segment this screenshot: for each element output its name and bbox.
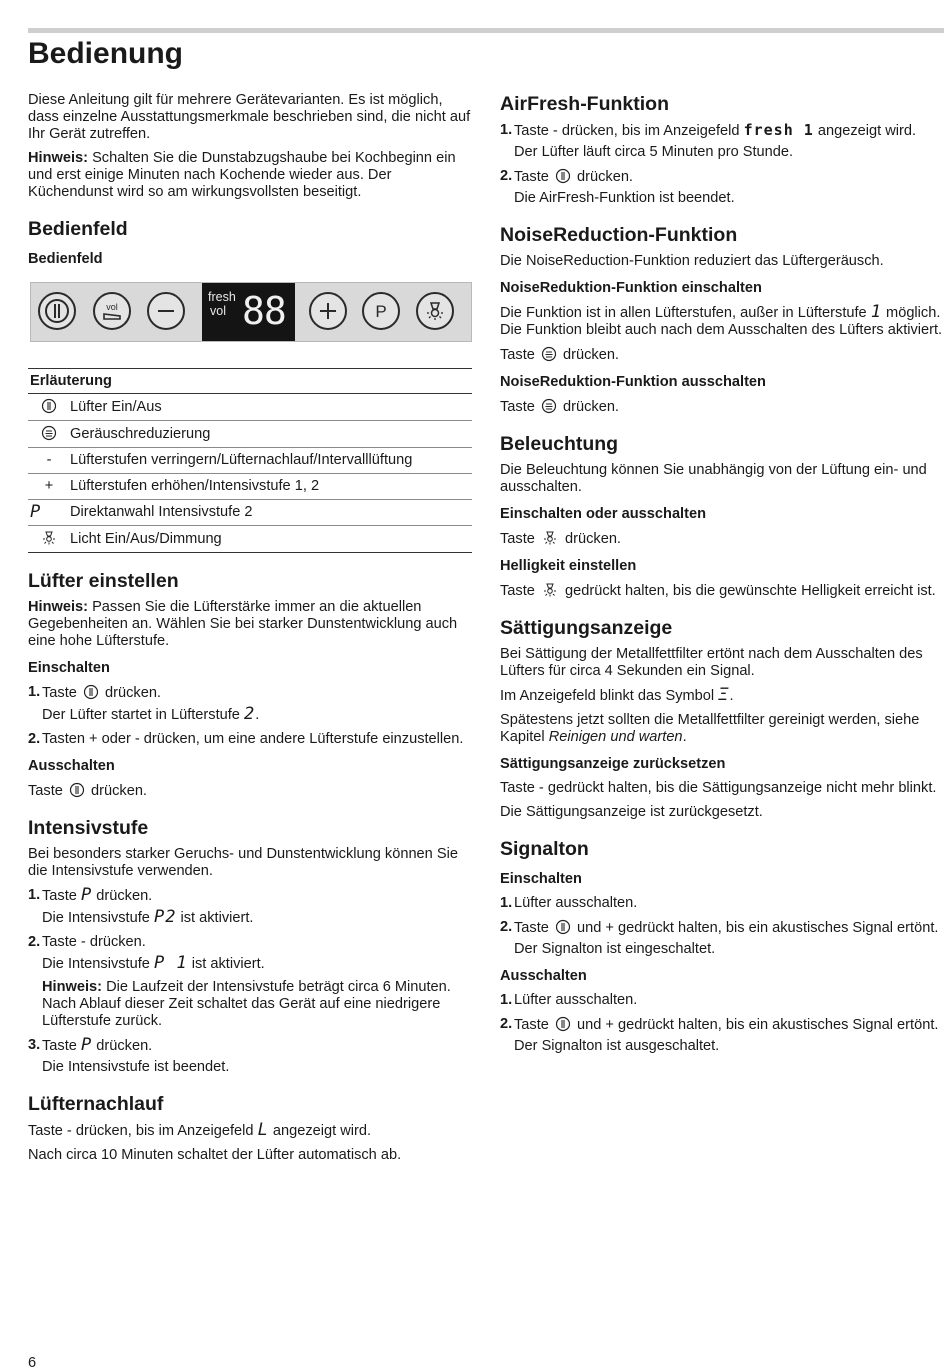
- nachlauf-text-1: Taste - drücken, bis im Anzeigefeld L angezeigt wird.: [28, 1120, 372, 1140]
- noise-icon: [541, 346, 557, 362]
- table-row: - Lüfterstufen verringern/Lüfternachlauf/Intervalllüftung: [28, 448, 472, 474]
- saett-heading: Sättigungsanzeige: [500, 617, 673, 639]
- legend-table: [28, 368, 472, 553]
- table-row: Lüfter Ein/Aus: [28, 394, 472, 421]
- licht-hell-heading: Helligkeit einstellen: [500, 558, 637, 574]
- list-item: 1. Taste - drücken, bis im Anzeigefeld fresh 1 angezeigt wird. Der Lüfter läuft circa 5 Minuten pro Stunde.: [500, 121, 917, 160]
- luefter-note: Hinweis: Passen Sie die Lüfterstärke immer an die aktuellen Gegebenheiten an. Wählen Sie bei starker Dunstentwicklung auch eine hohe Lüfterstufe.: [28, 599, 458, 649]
- noise-icon: [541, 398, 557, 414]
- noise-intro: Die NoiseReduction-Funktion reduziert das Lüftergeräusch.: [500, 253, 884, 269]
- control-panel-illustration: [30, 282, 472, 342]
- list-item: 2. Taste und + gedrückt halten, bis ein akustisches Signal ertönt. Der Signalton ist ausgeschaltet.: [500, 1016, 939, 1054]
- list-item: 2. Taste und + gedrückt halten, bis ein akustisches Signal ertönt. Der Signalton ist eingeschaltet.: [500, 919, 939, 957]
- display-fresh-label: fresh: [208, 290, 236, 304]
- signal-aus-steps: [500, 992, 944, 1055]
- svg-text:vol: vol: [106, 302, 118, 312]
- right-column: [500, 92, 944, 1062]
- list-item: 1. Taste drücken. Der Lüfter startet in Lüfterstufe 2.: [28, 684, 260, 724]
- light-icon: [541, 530, 559, 546]
- light-icon: [40, 530, 58, 546]
- airfresh-steps: [500, 122, 944, 207]
- saett-reset-heading: Sättigungsanzeige zurücksetzen: [500, 756, 726, 772]
- list-item: 2. Taste drücken. Die AirFresh-Funktion ist beendet.: [500, 168, 735, 206]
- airfresh-heading: AirFresh-Funktion: [500, 93, 669, 115]
- noise-icon: [41, 425, 57, 441]
- svg-text:P: P: [375, 302, 387, 321]
- minus-icon: [152, 297, 180, 325]
- luefter-heading: Lüfter einstellen: [28, 570, 179, 592]
- noise-aus-heading: NoiseReduktion-Funktion ausschalten: [500, 374, 766, 390]
- display-vol-label: vol: [210, 304, 226, 318]
- table-row: + Lüfterstufen erhöhen/Intensivstufe 1, 2: [28, 474, 472, 500]
- licht-ein-heading: Einschalten oder ausschalten: [500, 506, 707, 522]
- intensiv-steps: [28, 887, 472, 1076]
- panel-p-button: [362, 292, 400, 330]
- saett-text-1: Bei Sättigung der Metallfettfilter ertönt nach dem Ausschalten des Lüfters für circa 4 Sekunden ein Signal.: [500, 646, 923, 679]
- page-title: Bedienung: [28, 37, 183, 70]
- signal-ein-heading: Einschalten: [500, 871, 582, 887]
- luefter-einschalten-heading: Einschalten: [28, 660, 110, 676]
- power-icon: [43, 297, 71, 325]
- list-item: 2. Taste - drücken. Die Intensivstufe P 1 ist aktiviert. Hinweis: Die Laufzeit der Intensivstufe beträgt circa 6 Minuten. Nach Ablauf dieser Zeit schaltet das Gerät auf eine niedrigere Lüfterstufe zurück.: [28, 934, 451, 1029]
- saett-reset-text-2: Die Sättigungsanzeige ist zurückgesetzt.: [500, 804, 763, 820]
- luefter-ausschalten-heading: Ausschalten: [28, 758, 115, 774]
- panel-plus-button: [309, 292, 347, 330]
- licht-ein-text: Taste drücken.: [500, 531, 621, 547]
- noise-icon: [98, 297, 126, 325]
- intro-note: Hinweis: Schalten Sie die Dunstabzugshaube bei Kochbeginn ein und erst einige Minuten nach Kochende wieder aus. Der Küchendunst wird so am wirkungsvollsten beseitigt.: [28, 150, 456, 200]
- licht-heading: Beleuchtung: [500, 433, 619, 455]
- intensiv-heading: Intensivstufe: [28, 817, 149, 839]
- luefter-steps: [28, 684, 472, 748]
- power-icon: [83, 684, 99, 700]
- list-item: 1. Taste P drücken. Die Intensivstufe P2 ist aktiviert.: [28, 885, 254, 927]
- saett-text-3: Spätestens jetzt sollten die Metallfettfilter gereinigt werden, siehe Kapitel Reinigen und warten.: [500, 712, 920, 745]
- panel-vol-button: [93, 292, 131, 330]
- page-number: 6: [28, 1355, 37, 1371]
- noise-ein-text: Die Funktion ist in allen Lüfterstufen, außer in Lüfterstufe 1 möglich. Die Funktion bleibt auch nach dem Ausschalten des Lüfters aktiviert.: [500, 302, 943, 338]
- licht-intro: Die Beleuchtung können Sie unabhängig von der Lüftung ein- und ausschalten.: [500, 462, 927, 495]
- p-icon: [367, 297, 395, 325]
- bedienfeld-heading: Bedienfeld: [28, 218, 128, 240]
- list-item: 1. Lüfter ausschalten.: [500, 895, 638, 911]
- legend-header: Erläuterung: [28, 369, 472, 394]
- noise-aus-taste: Taste drücken.: [500, 399, 619, 415]
- power-icon: [41, 398, 57, 414]
- power-icon: [555, 919, 571, 935]
- display-digits: 88: [242, 289, 286, 333]
- panel-power-button: [38, 292, 76, 330]
- noise-heading: NoiseReduction-Funktion: [500, 224, 738, 246]
- signal-aus-heading: Ausschalten: [500, 968, 587, 984]
- table-row: Geräuschreduzierung: [28, 421, 472, 448]
- intro-text: Diese Anleitung gilt für mehrere Gerätevarianten. Es ist möglich, dass einzelne Ausstattungsmerkmale beschrieben sind, die nicht auf Ihr Gerät zutreffen.: [28, 92, 471, 142]
- light-icon: [421, 297, 449, 325]
- table-row: Licht Ein/Aus/Dimmung: [28, 526, 472, 553]
- luefter-ausschalten-text: Taste drücken.: [28, 783, 147, 799]
- noise-ein-taste: Taste drücken.: [500, 347, 619, 363]
- list-item: 2. Tasten + oder - drücken, um eine andere Lüfterstufe einzustellen.: [28, 731, 464, 747]
- list-item: 1. Lüfter ausschalten.: [500, 992, 638, 1008]
- panel-minus-button: [147, 292, 185, 330]
- header-rule: [28, 28, 944, 33]
- nachlauf-text-2: Nach circa 10 Minuten schaltet der Lüfter automatisch ab.: [28, 1147, 402, 1163]
- signal-ein-steps: [500, 895, 944, 958]
- noise-ein-heading: NoiseReduktion-Funktion einschalten: [500, 280, 762, 296]
- power-icon: [69, 782, 85, 798]
- table-row: P Direktanwahl Intensivstufe 2: [28, 500, 472, 526]
- plus-icon: [314, 297, 342, 325]
- signal-heading: Signalton: [500, 838, 589, 860]
- panel-light-button: [416, 292, 454, 330]
- light-icon: [541, 582, 559, 598]
- list-item: 3. Taste P drücken. Die Intensivstufe ist beendet.: [28, 1035, 230, 1075]
- saett-text-2: Im Anzeigefeld blinkt das Symbol Ξ.: [500, 685, 734, 705]
- bedienfeld-subheading: Bedienfeld: [28, 251, 103, 267]
- panel-display: [202, 283, 295, 341]
- power-icon: [555, 168, 571, 184]
- left-column: [28, 92, 472, 1171]
- intensiv-intro: Bei besonders starker Geruchs- und Dunstentwicklung können Sie die Intensivstufe verwenden.: [28, 846, 458, 879]
- power-icon: [555, 1016, 571, 1032]
- licht-hell-text: Taste gedrückt halten, bis die gewünschte Helligkeit erreicht ist.: [500, 583, 936, 599]
- saett-reset-text-1: Taste - gedrückt halten, bis die Sättigungsanzeige nicht mehr blinkt.: [500, 780, 937, 796]
- nachlauf-heading: Lüfternachlauf: [28, 1093, 164, 1115]
